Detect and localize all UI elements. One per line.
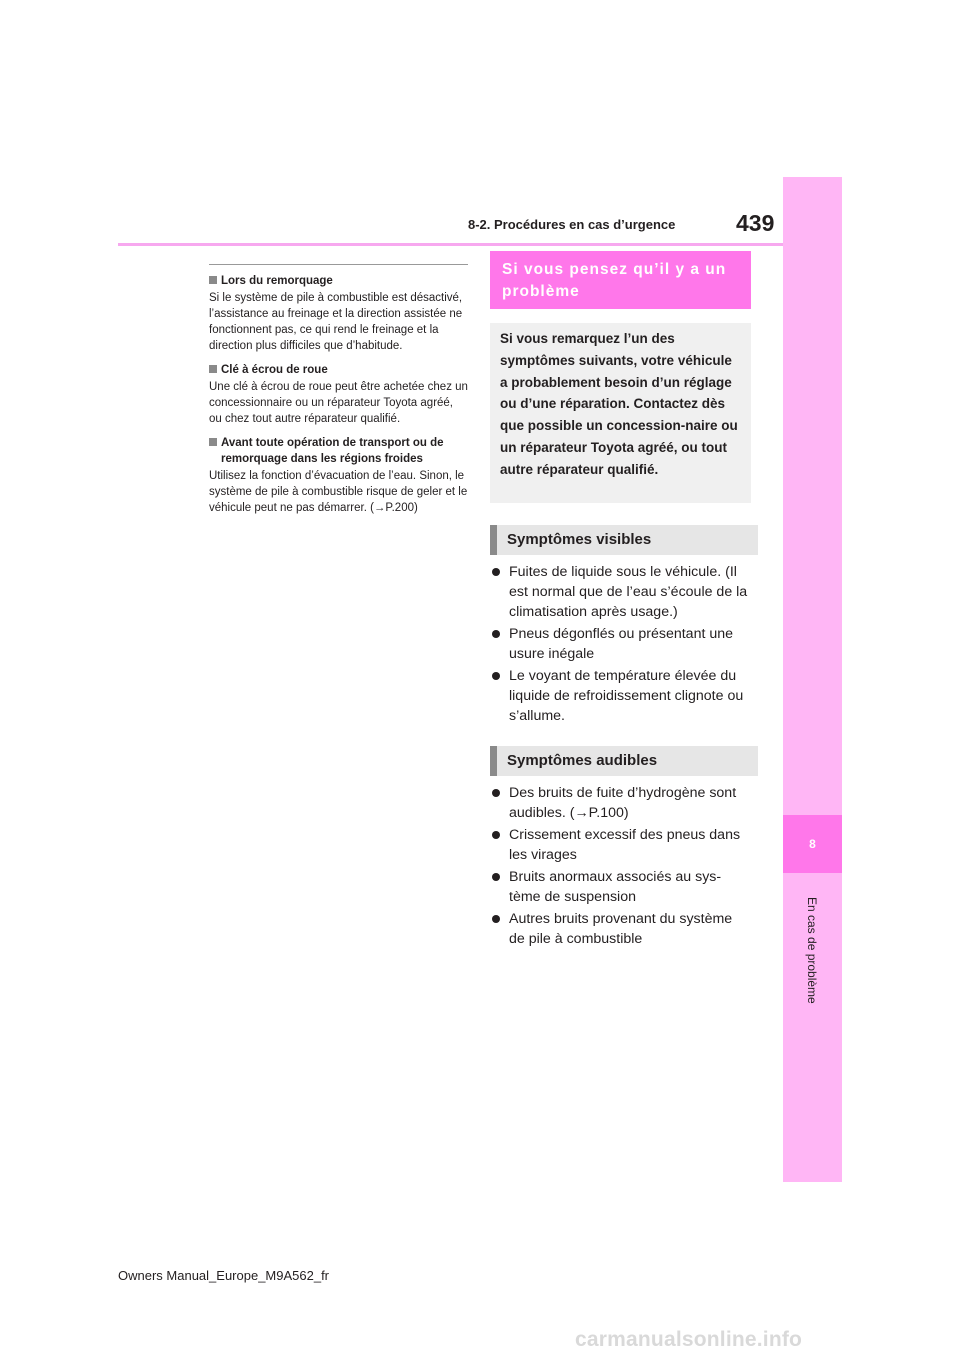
section-heading-audible: Symptômes audibles <box>490 746 758 776</box>
section-heading-visible: Symptômes visibles <box>490 525 758 555</box>
notes-divider <box>209 264 468 265</box>
note-body: Une clé à écrou de roue peut être achetée chez un concessionnaire ou un réparateur Toyota agréé, ou chez tout autre réparateur qualifié. <box>209 381 468 425</box>
square-bullet-icon <box>209 365 217 373</box>
chapter-title-text: En cas de problème <box>805 896 819 1004</box>
bullet-dot-icon <box>492 915 500 923</box>
list-item: Bruits anormaux associés au sys-tème de suspension <box>490 867 751 907</box>
page-number: 439 <box>736 210 775 236</box>
note-title-text: Avant toute opération de transport ou de remorquage dans les régions froides <box>221 437 444 465</box>
note-body: Utilisez la fonction d’évacuation de l’eau. Sinon, le système de pile à combustible risque de geler et le véhicule peut ne pas démarrer. (→P.200) <box>209 470 468 514</box>
square-bullet-icon <box>209 438 217 446</box>
list-item: Le voyant de température élevée du liquide de refroidissement clignote ou s’allume. <box>490 666 751 726</box>
bullet-dot-icon <box>492 831 500 839</box>
square-bullet-icon <box>209 276 217 284</box>
chapter-number-tab: 8 <box>783 815 842 873</box>
watermark: carmanualsonline.info <box>575 1328 803 1351</box>
note-title <box>209 435 468 467</box>
list-item: Autres bruits provenant du système de pile à combustible <box>490 909 751 949</box>
list-item: Des bruits de fuite d’hydrogène sont audibles. (→P.100) <box>490 783 751 823</box>
notes-column <box>209 264 468 516</box>
visible-symptoms-list <box>490 562 751 728</box>
note-title <box>209 273 468 289</box>
footer-doc-id: Owners Manual_Europe_M9A562_fr <box>118 1268 330 1283</box>
note-title <box>209 362 468 378</box>
note-title-text: Clé à écrou de roue <box>221 364 328 376</box>
audible-symptoms-list <box>490 783 751 951</box>
list-item: Crissement excessif des pneus dans les virages <box>490 825 751 865</box>
main-column <box>490 251 751 947</box>
chapter-title-vertical <box>787 890 837 1010</box>
bullet-dot-icon <box>492 873 500 881</box>
list-item: Pneus dégonflés ou présentant une usure inégale <box>490 624 751 664</box>
intro-box: Si vous remarquez l’un des symptômes suivants, votre véhicule a probablement besoin d’un réglage ou d’une réparation. Contactez dès que possible un concession-naire ou un réparateur Toyota agréé, ou tout autre réparateur qualifié. <box>490 323 751 503</box>
main-title: Si vous pensez qu’il y a un problème <box>490 251 751 309</box>
bullet-dot-icon <box>492 568 500 576</box>
list-item: Fuites de liquide sous le véhicule. (Il est normal que de l’eau s’écoule de la climatisation après usage.) <box>490 562 751 622</box>
section-header: 8-2. Procédures en cas d’urgence <box>468 217 676 232</box>
header-rule <box>118 243 783 246</box>
note-body: Si le système de pile à combustible est désactivé, l’assistance au freinage et la direction assistée ne fonctionnent pas, ce qui rend le freinage et la direction plus difficiles que d’habitude. <box>209 292 463 352</box>
note-title-text: Lors du remorquage <box>221 275 333 287</box>
bullet-dot-icon <box>492 672 500 680</box>
chapter-side-tab <box>783 177 842 1182</box>
bullet-dot-icon <box>492 630 500 638</box>
bullet-dot-icon <box>492 789 500 797</box>
